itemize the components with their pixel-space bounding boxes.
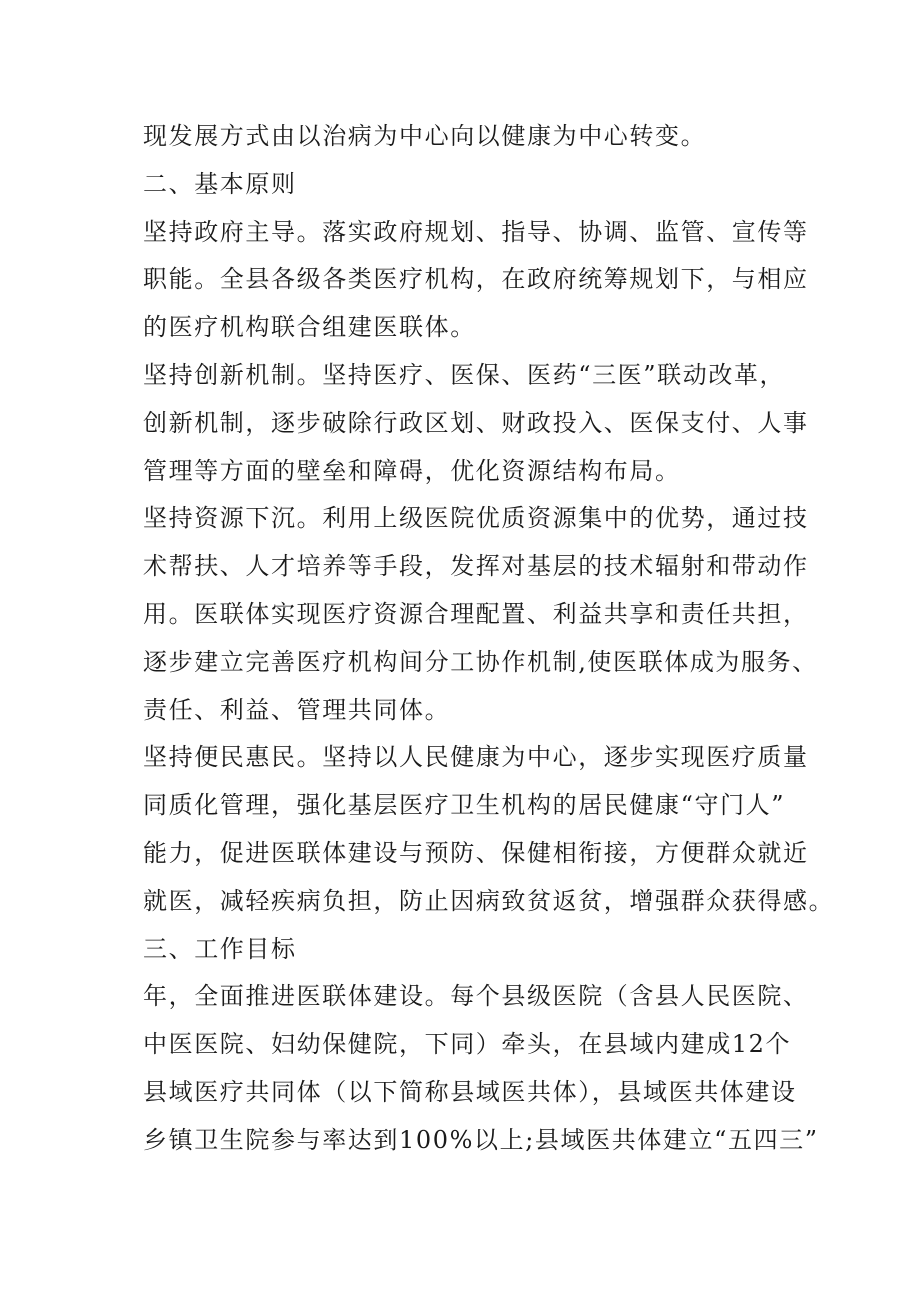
paragraph-line-continuation: 现发展方式由以治病为中心向以健康为中心转变。: [143, 122, 707, 150]
document-body: [143, 113, 835, 1165]
paragraph-line: 用。医联体实现医疗资源合理配置、利益共享和责任共担，: [143, 599, 809, 628]
paragraph-line: 能力，促进医联体建设与预防、保健相衔接，方便群众就近: [143, 838, 809, 867]
paragraph-line: 逐步建立完善医疗机构间分工协作机制,使医联体成为服务、: [143, 647, 818, 676]
paragraph-line: 责任、利益、管理共同体。: [143, 695, 451, 724]
paragraph-line: 坚持便民惠民。坚持以人民健康为中心，逐步实现医疗质量: [143, 743, 809, 772]
section-heading-work-goals: 三、工作目标: [143, 934, 297, 963]
section-heading-basic-principles: 二、基本原则: [143, 169, 297, 198]
paragraph-line: 年，全面推进医联体建设。每个县级医院（含县人民医院、: [143, 982, 809, 1011]
paragraph-line: 乡镇卫生院参与率达到100%以上;县域医共体建立“五四三”: [143, 1125, 819, 1154]
paragraph-line: 县域医疗共同体（以下简称县域医共体），县域医共体建设: [143, 1077, 797, 1106]
paragraph-line: 创新机制，逐步破除行政区划、财政投入、医保支付、人事: [143, 408, 809, 437]
paragraph-line: 坚持政府主导。落实政府规划、指导、协调、监管、宣传等: [143, 217, 809, 246]
paragraph-line: 坚持创新机制。坚持医疗、医保、医药“三医”联动改革，: [143, 360, 786, 389]
paragraph-line: 职能。全县各级各类医疗机构，在政府统筹规划下，与相应: [143, 265, 809, 294]
paragraph-line: 管理等方面的壁垒和障碍，优化资源结构布局。: [143, 456, 681, 485]
paragraph-line: 就医，减轻疾病负担，防止因病致贫返贫，增强群众获得感。: [143, 886, 835, 915]
paragraph-line: 坚持资源下沉。利用上级医院优质资源集中的优势，通过技: [143, 504, 809, 533]
paragraph-line: 的医疗机构联合组建医联体。: [143, 313, 476, 342]
paragraph-line: 术帮扶、人才培养等手段，发挥对基层的技术辐射和带动作: [143, 552, 809, 581]
paragraph-line: 同质化管理，强化基层医疗卫生机构的居民健康“守门人”: [143, 791, 786, 820]
paragraph-line: 中医医院、妇幼保健院，下同）牵头，在县域内建成12个: [143, 1030, 792, 1059]
